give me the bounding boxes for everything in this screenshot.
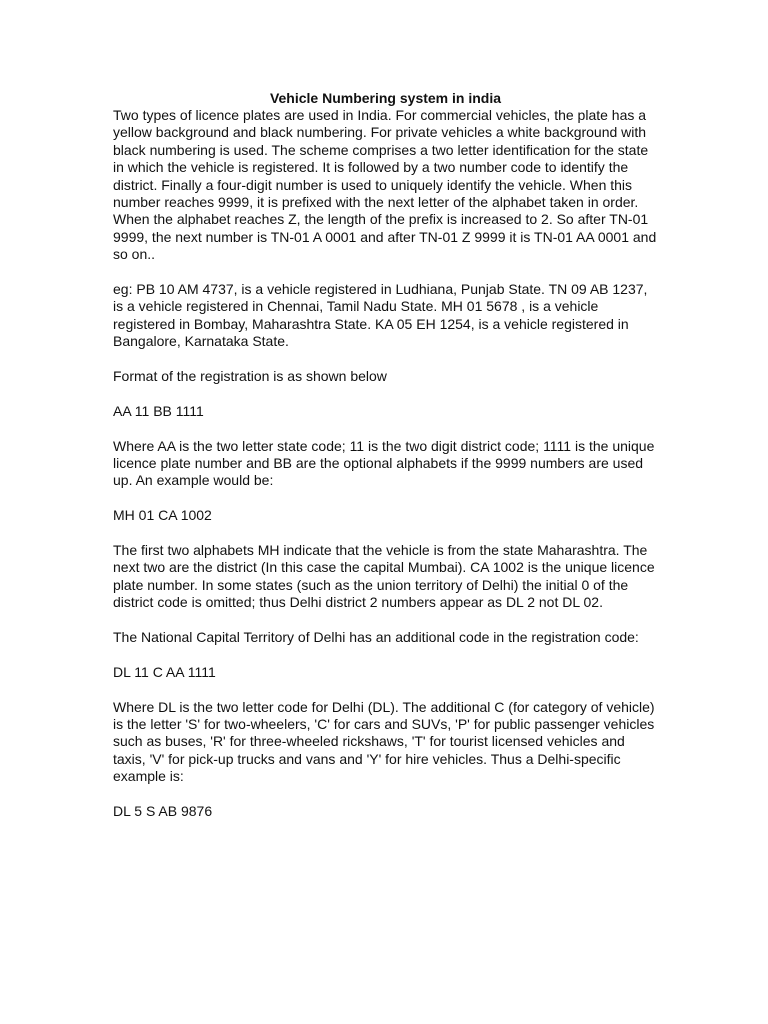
paragraph-example-explanation: The first two alphabets MH indicate that the vehicle is from the state Maharashtra. The next two are the district (In this case the capital Mumbai). CA 1002 is the unique licence plate number. In some states (such as the union territory of Delhi) the initial 0 of the district code is omitted; thus Delhi district 2 numbers appear as DL 2 not DL 02. <box>113 542 655 611</box>
paragraph-intro: Two types of licence plates are used in India. For commercial vehicles, the plate has a yellow background and black numbering. For private vehicles a white background with black numbering is used. The scheme comprises a two letter identification for the state in which the vehicle is registered. It is followed by a two number code to identify the district. Finally a four-digit number is used to uniquely identify the vehicle. When this number reaches 9999, it is prefixed with the next letter of the alphabet taken in order. When the alphabet reaches Z, the length of the prefix is increased to 2. So after TN-01 9999, the next number is TN-01 A 0001 and after TN-01 Z 9999 it is TN-01 AA 0001 and so on.. <box>113 107 657 263</box>
paragraph-delhi-example-code: DL 5 S AB 9876 <box>113 803 213 820</box>
paragraph-delhi-format-code: DL 11 C AA 1111 <box>113 663 216 680</box>
paragraph-delhi-explanation: Where DL is the two letter code for Delhi (DL). The additional C (for category of vehicle) is the letter 'S' for two-wheelers, 'C' for cars and SUVs, 'P' for public passenger vehicles such as buses, 'R' for three-wheeled rickshaws, 'T' for tourist licensed vehicles and taxis, 'V' for pick-up trucks and vans and 'Y' for hire vehicles. Thus a Delhi-specific example is: <box>113 698 655 785</box>
paragraph-example-code: MH 01 CA 1002 <box>113 507 212 524</box>
paragraph-examples: eg: PB 10 AM 4737, is a vehicle registered in Ludhiana, Punjab State. TN 09 AB 1237, is a vehicle registered in Chennai, Tamil Nadu State. MH 01 5678 , is a vehicle registered in Bombay, Maharashtra State. KA 05 EH 1254, is a vehicle registered in Bangalore, Karnataka State. <box>113 281 648 350</box>
document-title: Vehicle Numbering system in india <box>269 90 502 106</box>
paragraph-format-code: AA 11 BB 1111 <box>113 402 204 419</box>
paragraph-delhi-intro: The National Capital Territory of Delhi has an additional code in the registration code: <box>113 629 639 646</box>
paragraph-format-intro: Format of the registration is as shown below <box>113 368 387 385</box>
document-page <box>113 90 658 838</box>
paragraph-format-explanation: Where AA is the two letter state code; 11 is the two digit district code; 1111 is the unique licence plate number and BB are the optional alphabets if the 9999 numbers are used up. An example would be: <box>113 437 655 489</box>
